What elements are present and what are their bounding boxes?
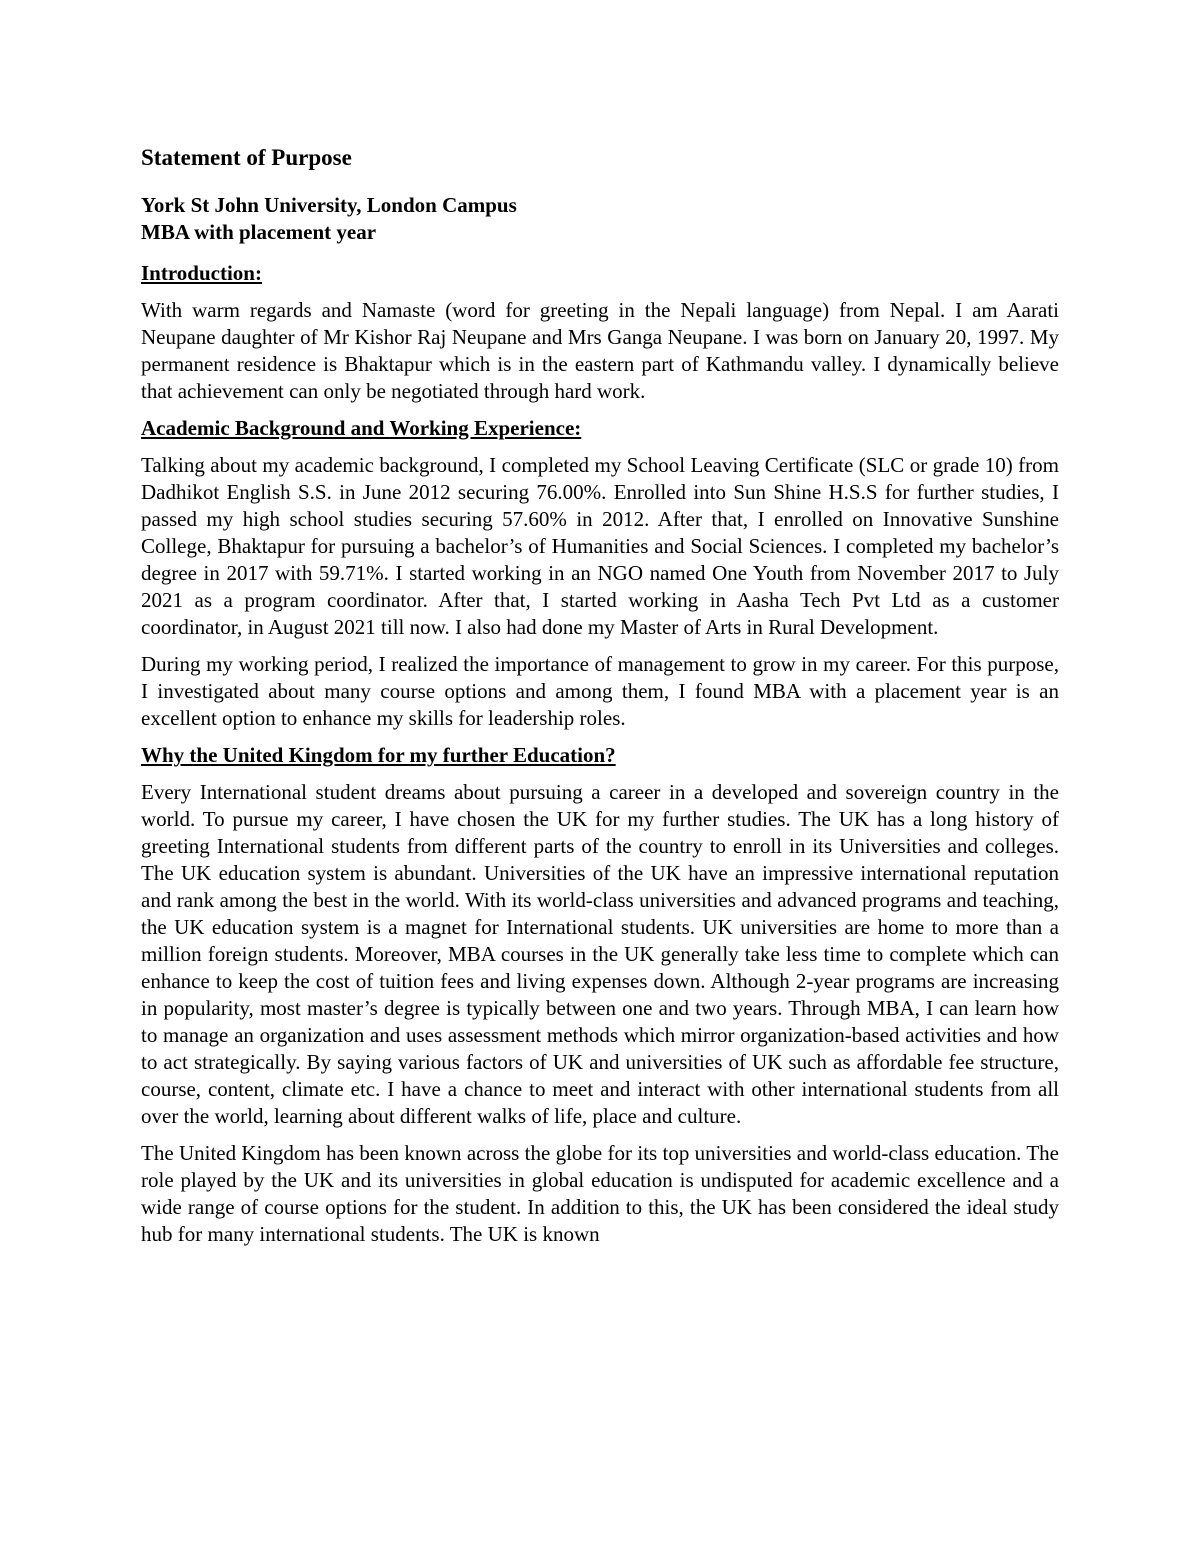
paragraph: The United Kingdom has been known across the globe for its top universities and world-class education. The role played by the UK and its universities in global education is undisputed for academic excellence and a wide range of course options for the student. In addition to this, the UK has been considered the ideal study hub for many international students. The UK is known: [141, 1141, 1059, 1246]
section-heading: Introduction:: [141, 261, 262, 285]
section-heading: Why the United Kingdom for my further Education?: [141, 743, 616, 767]
section-introduction: [141, 260, 1059, 405]
document-title: Statement of Purpose: [141, 145, 352, 170]
paragraph: With warm regards and Namaste (word for greeting in the Nepali language) from Nepal. I am Aarati Neupane daughter of Mr Kishor Raj Neupane and Mrs Ganga Neupane. I was born on January 20, 1997. My permanent residence is Bhaktapur which is in the eastern part of Kathmandu valley. I dynamically believe that achievement can only be negotiated through hard work.: [141, 298, 1059, 403]
document-page: [141, 140, 1059, 1258]
university-name: York St John University, London Campus: [141, 193, 517, 217]
section-academic-background: [141, 415, 1059, 732]
program-info: [141, 192, 1059, 246]
paragraph: Every International student dreams about pursuing a career in a developed and sovereign country in the world. To pursue my career, I have chosen the UK for my further studies. The UK has a long history of greeting International students from different parts of the country to enroll in its Universities and colleges. The UK education system is abundant. Universities of the UK have an impressive international reputation and rank among the best in the world. With its world-class universities and advanced programs and teaching, the UK education system is a magnet for International students. UK universities are home to more than a million foreign students. Moreover, MBA courses in the UK generally take less time to complete which can enhance to keep the cost of tuition fees and living expenses down. Although 2-year programs are increasing in popularity, most master’s degree is typically between one and two years. Through MBA, I can learn how to manage an organization and uses assessment methods which mirror organization-based activities and how to act strategically. By saying various factors of UK and universities of UK such as affordable fee structure, course, content, climate etc. I have a chance to meet and interact with other international students from all over the world, learning about different walks of life, place and culture.: [141, 780, 1059, 1128]
section-heading: Academic Background and Working Experience:: [141, 416, 582, 440]
section-why-uk: [141, 742, 1059, 1248]
program-name: MBA with placement year: [141, 220, 377, 244]
paragraph: Talking about my academic background, I completed my School Leaving Certificate (SLC or grade 10) from Dadhikot English S.S. in June 2012 securing 76.00%. Enrolled into Sun Shine H.S.S for further studies, I passed my high school studies securing 57.60% in 2012. After that, I enrolled on Innovative Sunshine College, Bhaktapur for pursuing a bachelor’s of Humanities and Social Sciences. I completed my bachelor’s degree in 2017 with 59.71%. I started working in an NGO named One Youth from November 2017 to July 2021 as a program coordinator. After that, I started working in Aasha Tech Pvt Ltd as a customer coordinator, in August 2021 till now. I also had done my Master of Arts in Rural Development.: [141, 453, 1059, 639]
paragraph: During my working period, I realized the importance of management to grow in my career. For this purpose, I investigated about many course options and among them, I found MBA with a placement year is an excellent option to enhance my skills for leadership roles.: [141, 652, 1059, 730]
